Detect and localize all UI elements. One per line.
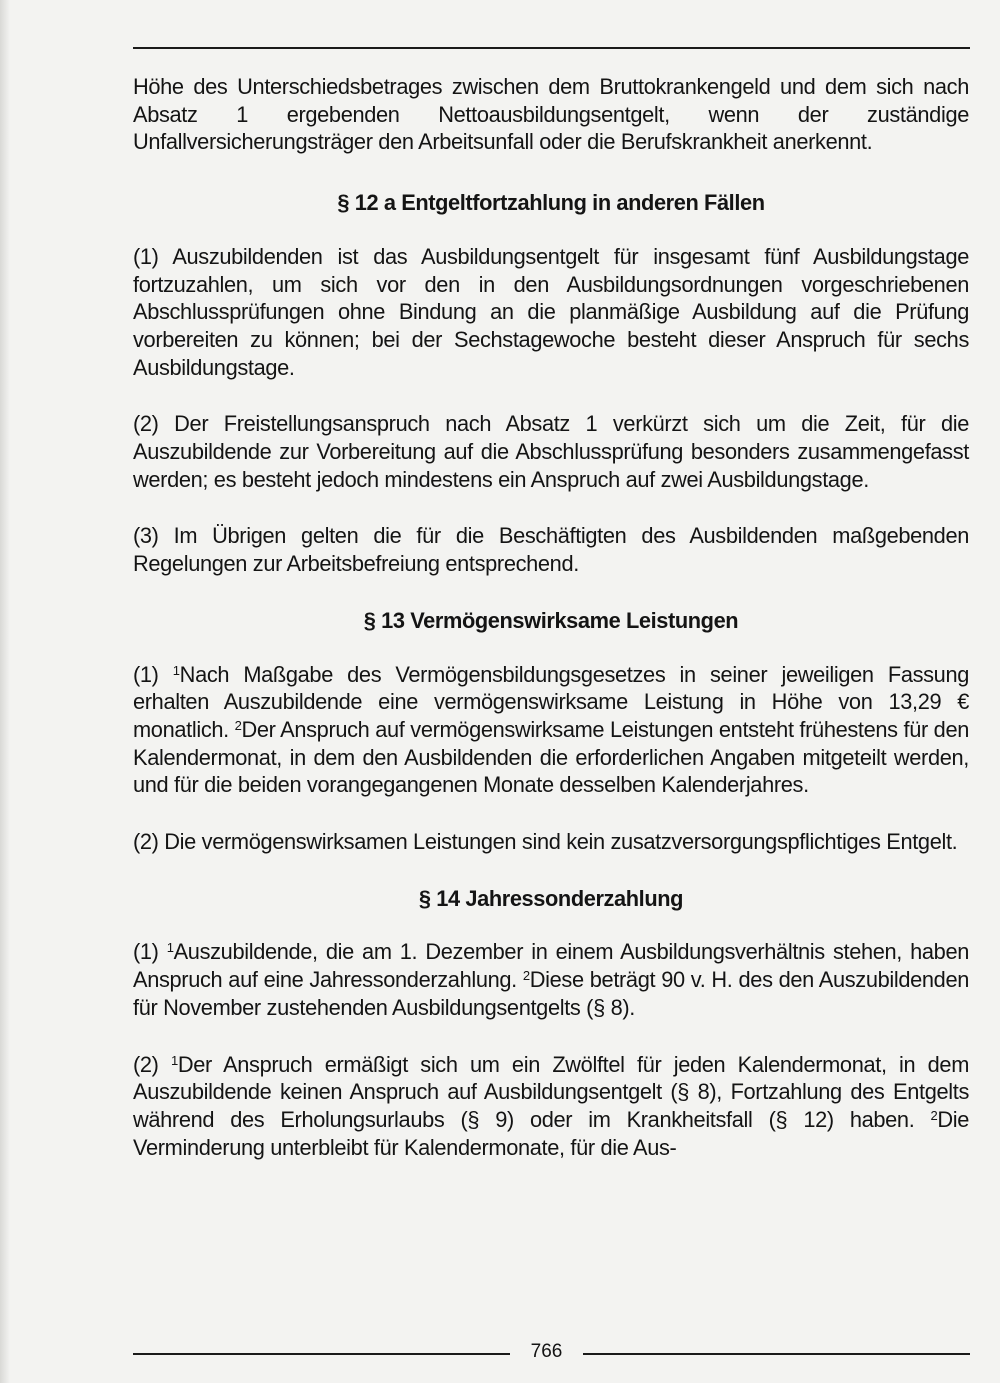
sentence: Der Anspruch ermäßigt sich um ein Zwölftel für jeden Kalendermonat, in dem Auszubildende keinen Anspruch auf Ausbildungsentgelt (§ 8), Fortzahlung des Entgelts während des Erholungsurlaubs (§ 9) oder im Krankheitsfall (§ 12) haben. [133,1051,969,1132]
page-content [133,73,969,1161]
header-rule [133,47,970,49]
sentence-marker: 2 [930,1107,938,1123]
section-12a-paragraph-1: (1) Auszubildenden ist das Ausbildungsentgelt für insgesamt fünf Ausbildungstage fortzuzahlen, um sich vor den in den Ausbildungsordnungen vorgeschriebenen Abschlussprüfungen ohne Bindung an die planmäßige Ausbildung auf die Prüfung vorbereiten zu können; bei der Sechstagewoche besteht dieser Anspruch für sechs Ausbildungstage. [133,243,969,380]
section-13-heading: § 13 Vermögenswirksame Leistungen [363,607,739,633]
section-13-paragraph-2: (2) Die vermögenswirksamen Leistungen sind kein zusatzversorgungspflichtiges Entgelt. [133,829,958,855]
page-number: 766 [530,1341,563,1362]
sentence-marker: 1 [166,940,174,956]
section-14-paragraph-2 [133,1051,969,1162]
sentence-marker: 1 [172,662,180,678]
footer-rule-left [133,1353,510,1355]
sentence: Diese beträgt 90 v. H. des den Auszubildenden für November zustehenden Ausbildungsentgelts (§ 8). [133,967,969,1020]
scan-edge [0,0,10,1383]
sentence: Die Verminderung unterbleibt für Kalendermonate, für die Aus- [133,1106,969,1160]
section-13-paragraph-1 [133,661,969,800]
section-12a-paragraph-2: (2) Der Freistellungsanspruch nach Absatz 1 verkürzt sich um die Zeit, für die Auszubildende zur Vorbereitung auf die Abschlussprüfung besonders zusammengefasst werden; es besteht jedoch mindestens ein Anspruch auf zwei Ausbildungstage. [133,411,969,492]
paragraph-number: (1) [133,939,167,965]
section-12a-heading: § 12 a Entgeltfortzahlung in anderen Fällen [337,190,765,216]
intro-paragraph: Höhe des Unterschiedsbetrages zwischen dem Bruttokrankengeld und dem sich nach Absatz 1 ergebenden Nettoausbildungsentgelt, wenn der zuständige Unfallversicherungsträger den Arbeitsunfall oder die Berufskrankheit anerkennt. [133,74,969,155]
sentence-marker: 2 [522,968,530,984]
section-14-heading: § 14 Jahressonderzahlung [418,885,684,911]
page-footer [133,1340,970,1364]
paragraph-number: (2) [133,1051,171,1077]
sentence: Auszubildende, die am 1. Dezember in einem Ausbildungsverhältnis stehen, haben Anspruch auf eine Jahressonderzahlung. [133,939,969,993]
section-12a-paragraph-3: (3) Im Übrigen gelten die für die Beschäftigten des Ausbildenden maßgebenden Regelungen zur Arbeitsbefreiung entsprechend. [133,523,969,577]
sentence-marker: 2 [234,717,242,733]
sentence-marker: 1 [170,1052,178,1068]
footer-rule-right [583,1353,970,1355]
sentence: Der Anspruch auf vermögenswirksame Leistungen entsteht frühestens für den Kalendermonat, in dem den Ausbildenden die erforderlichen Angaben mitgeteilt werden, und für die beiden vorangegangenen Monate desselben Kalenderjahres. [133,716,969,798]
paragraph-number: (1) [133,661,173,687]
sentence: Nach Maßgabe des Vermögensbildungsgesetzes in seiner jeweiligen Fassung erhalten Auszubildende eine vermögenswirksame Leistung in Höhe von 13,29 € monatlich. [133,661,970,742]
section-14-paragraph-1 [133,938,969,1021]
